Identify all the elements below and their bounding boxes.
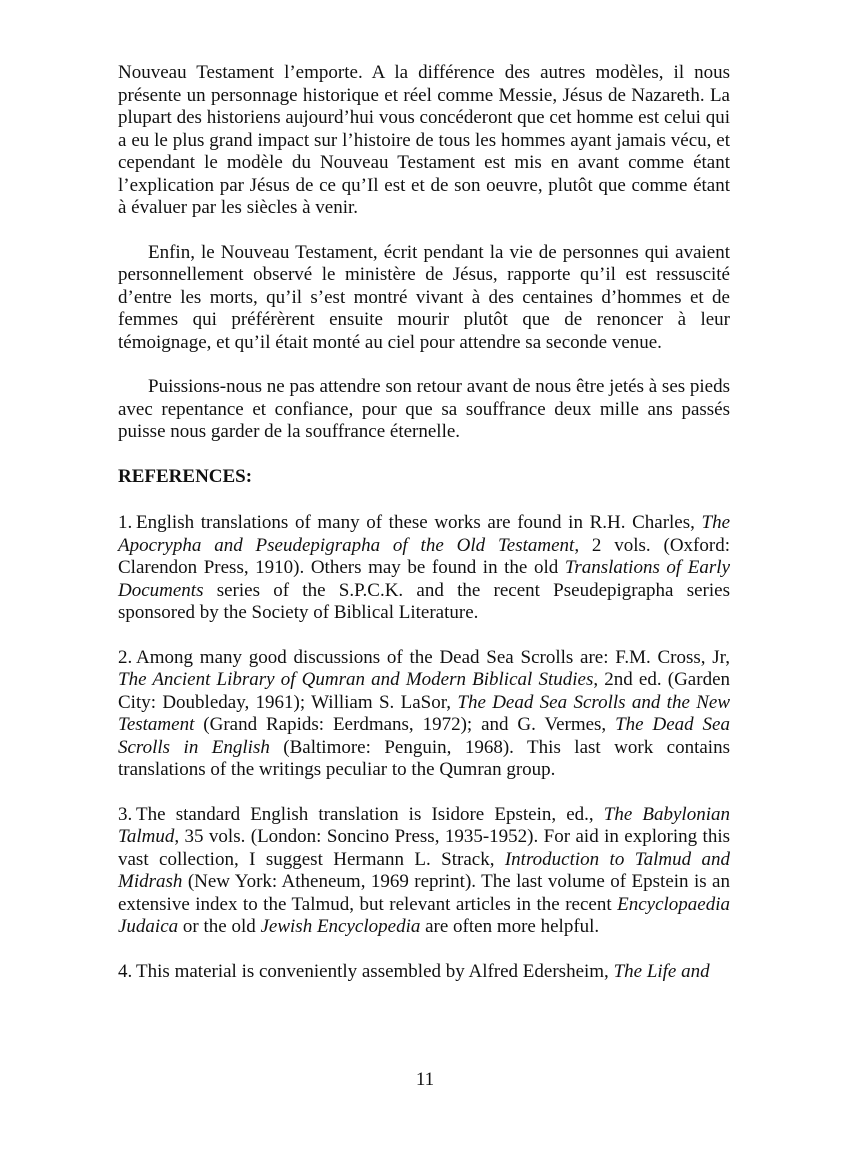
reference-title: Translations of Early Documents	[118, 557, 731, 601]
references-heading: REFERENCES:	[118, 465, 253, 487]
body-paragraph-2: Enfin, le Nouveau Testament, écrit pendant la vie de personnes qui avaient personnellement observé le ministère de Jésus, rapporte qu’il est ressuscité d’entre les morts, qu’il s’est montré vivant à des centaines d’hommes et de femmes qui préférèrent ensuite mourir plutôt que de renoncer à leur témoignage, et qu’il était monté au ciel pour attendre sa seconde venue.	[118, 241, 730, 353]
reference-text: are often more helpful.	[420, 916, 600, 937]
reference-title: The Dead Sea Scrolls and the New Testament	[118, 691, 730, 735]
references-list	[118, 512, 730, 983]
reference-number: 4.	[118, 960, 133, 982]
reference-text: or the old	[178, 916, 261, 937]
reference-item-4	[118, 961, 730, 984]
reference-title: Jewish Encyclopedia	[260, 916, 421, 937]
reference-title: The Dead Sea Scrolls in English	[118, 714, 730, 758]
reference-text: English translations of many of these works are found in R.H. Charles,	[136, 512, 702, 533]
reference-title: The Ancient Library of Qumran and Modern Biblical Studies	[118, 669, 594, 690]
reference-text: Among many good discussions of the Dead Sea Scrolls are: F.M. Cross, Jr,	[136, 646, 730, 668]
reference-number: 1.	[118, 512, 133, 533]
body-paragraph-3: Puissions-nous ne pas attendre son retour avant de nous être jetés à ses pieds avec repentance et confiance, pour que sa souffrance deux mille ans passés puisse nous garder de la souffrance éternelle.	[118, 376, 731, 442]
page-number: 11	[415, 1069, 435, 1090]
reference-title: The Life and	[613, 960, 710, 982]
reference-title: The Babylonian Talmud	[118, 803, 730, 847]
reference-text: (Baltimore: Penguin, 1968). This last work contains translations of the writings peculiar to the Qumran group.	[118, 736, 730, 780]
reference-item-2	[118, 647, 730, 782]
reference-title: Encyclopaedia Judaica	[118, 893, 730, 937]
reference-number: 2.	[118, 646, 133, 668]
document-page	[118, 62, 730, 1005]
reference-text: (Grand Rapids: Eerdmans, 1972); and G. Vermes,	[194, 714, 616, 735]
reference-text: , 2 vols. (Oxford: Clarendon Press, 1910). Others may be found in the old	[118, 534, 730, 578]
reference-text: The standard English translation is Isidore Epstein, ed.,	[136, 803, 604, 825]
reference-item-1	[118, 512, 730, 625]
reference-title: Introduction to Talmud and Midrash	[118, 848, 730, 892]
reference-text: (New York: Atheneum, 1969 reprint). The last volume of Epstein is an extensive index to the Talmud, but relevant articles in the recent	[118, 871, 730, 915]
body-paragraph-1: Nouveau Testament l’emporte. A la différence des autres modèles, il nous présente un personnage historique et réel comme Messie, Jésus de Nazareth. La plupart des historiens aujourd’hui vous concéderont que cet homme est celui qui a eu le plus grand impact sur l’histoire de tous les hommes ayant jamais vécu, et cependant le modèle du Nouveau Testament est mis en avant comme étant l’explication par Jésus de ce qu’Il est et de son oeuvre, plutôt que comme étant à évaluer par les siècles à venir.	[118, 62, 730, 218]
reference-text: series of the S.P.C.K. and the recent Pseudepigrapha series sponsored by the Society of Biblical Literature.	[118, 579, 730, 623]
reference-title: The Apocrypha and Pseudepigrapha of the Old Testament	[118, 512, 730, 556]
reference-text: , 2nd ed. (Garden City: Doubleday, 1961); William S. LaSor,	[118, 669, 730, 713]
reference-text: , 35 vols. (London: Soncino Press, 1935-1952). For aid in exploring this vast collection, I suggest Hermann L. Strack,	[118, 826, 730, 870]
reference-text: This material is conveniently assembled by Alfred Edersheim,	[136, 960, 614, 982]
reference-item-3	[118, 804, 730, 939]
french-body-text	[118, 62, 730, 444]
reference-number: 3.	[118, 803, 133, 825]
